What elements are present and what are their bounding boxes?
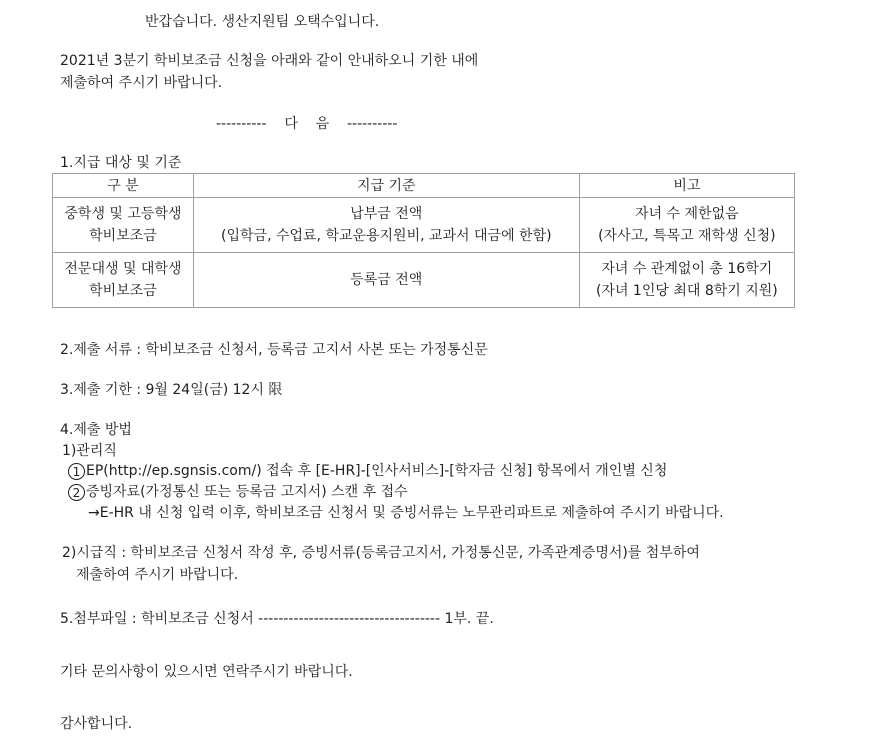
section-4-sub2-line-1: 2)시급직 : 학비보조금 신청서 작성 후, 증빙서류(등록금고지서, 가정통신문, 가족관계증명서)를 첨부하여 xyxy=(62,545,700,561)
row-1-criteria xyxy=(193,198,579,253)
step-1-text: EP(http://ep.sgnsis.com/) 접속 후 [E-HR]-[인사서비스]-[학자금 신청] 항목에서 개인별 신청 xyxy=(86,463,668,479)
greeting: 반갑습니다. 생산지원팀 오택수입니다. xyxy=(145,14,380,30)
step-2-text: 증빙자료(가정통신 또는 등록금 고지서) 스캔 후 접수 xyxy=(86,484,408,500)
row-2-note xyxy=(579,253,794,308)
closing-inquiry: 기타 문의사항이 있으시면 연락주시기 바랍니다. xyxy=(60,664,353,680)
section-4-title: 4.제출 방법 xyxy=(60,422,132,438)
cell-text: 전문대생 및 대학생 xyxy=(64,261,182,277)
cell-text: 학비보조금 xyxy=(89,228,157,244)
row-2-category xyxy=(53,253,194,308)
section-5: 5.첨부파일 : 학비보조금 신청서 ------------------------------------ 1부. 끝. xyxy=(60,611,494,627)
cell-text: (입학금, 수업료, 학교운용지원비, 교과서 대금에 한함) xyxy=(221,228,552,244)
table-header-row xyxy=(53,174,795,198)
section-1-title: 1.지급 대상 및 기준 xyxy=(60,155,182,171)
cell-text: (자사고, 특목고 재학생 신청) xyxy=(598,228,776,244)
intro-line-1: 2021년 3분기 학비보조금 신청을 아래와 같이 안내하오니 기한 내에 xyxy=(60,53,479,69)
section-4-sub1-title: 1)관리직 xyxy=(62,443,117,459)
row-1-category xyxy=(53,198,194,253)
section-3: 3.제출 기한 : 9월 24일(금) 12시 限 xyxy=(60,382,283,398)
cell-text: (자녀 1인당 최대 8학기 지원) xyxy=(595,283,778,299)
cell-text: 자녀 수 제한없음 xyxy=(635,206,739,222)
table-row xyxy=(53,198,795,253)
separator: ---------- 다 음 ---------- xyxy=(216,116,398,132)
cell-text: 중학생 및 고등학생 xyxy=(64,206,182,222)
circled-number-2: 2 xyxy=(68,484,85,501)
cell-text: 납부금 전액 xyxy=(350,206,423,222)
header-category: 구 분 xyxy=(53,174,194,198)
circled-number-1: 1 xyxy=(68,463,85,480)
row-2-criteria xyxy=(193,253,579,308)
header-note: 비고 xyxy=(579,174,794,198)
section-4-step-2 xyxy=(68,483,408,501)
cell-text: 등록금 전액 xyxy=(350,272,423,288)
section-4-sub2-line-2: 제출하여 주시기 바랍니다. xyxy=(76,567,239,583)
cell-text: 학비보조금 xyxy=(89,283,157,299)
row-1-note xyxy=(579,198,794,253)
header-criteria: 지급 기준 xyxy=(193,174,579,198)
table-row xyxy=(53,253,795,308)
section-4-step-1 xyxy=(68,462,667,480)
closing-thanks: 감사합니다. xyxy=(60,716,133,732)
intro-line-2: 제출하여 주시기 바랍니다. xyxy=(60,75,223,91)
cell-text: 자녀 수 관계없이 총 16학기 xyxy=(601,261,773,277)
criteria-table xyxy=(52,173,795,308)
section-2: 2.제출 서류 : 학비보조금 신청서, 등록금 고지서 사본 또는 가정통신문 xyxy=(60,342,488,358)
section-4-arrow-note: →E-HR 내 신청 입력 이후, 학비보조금 신청서 및 증빙서류는 노무관리파트로 제출하여 주시기 바랍니다. xyxy=(88,505,724,521)
